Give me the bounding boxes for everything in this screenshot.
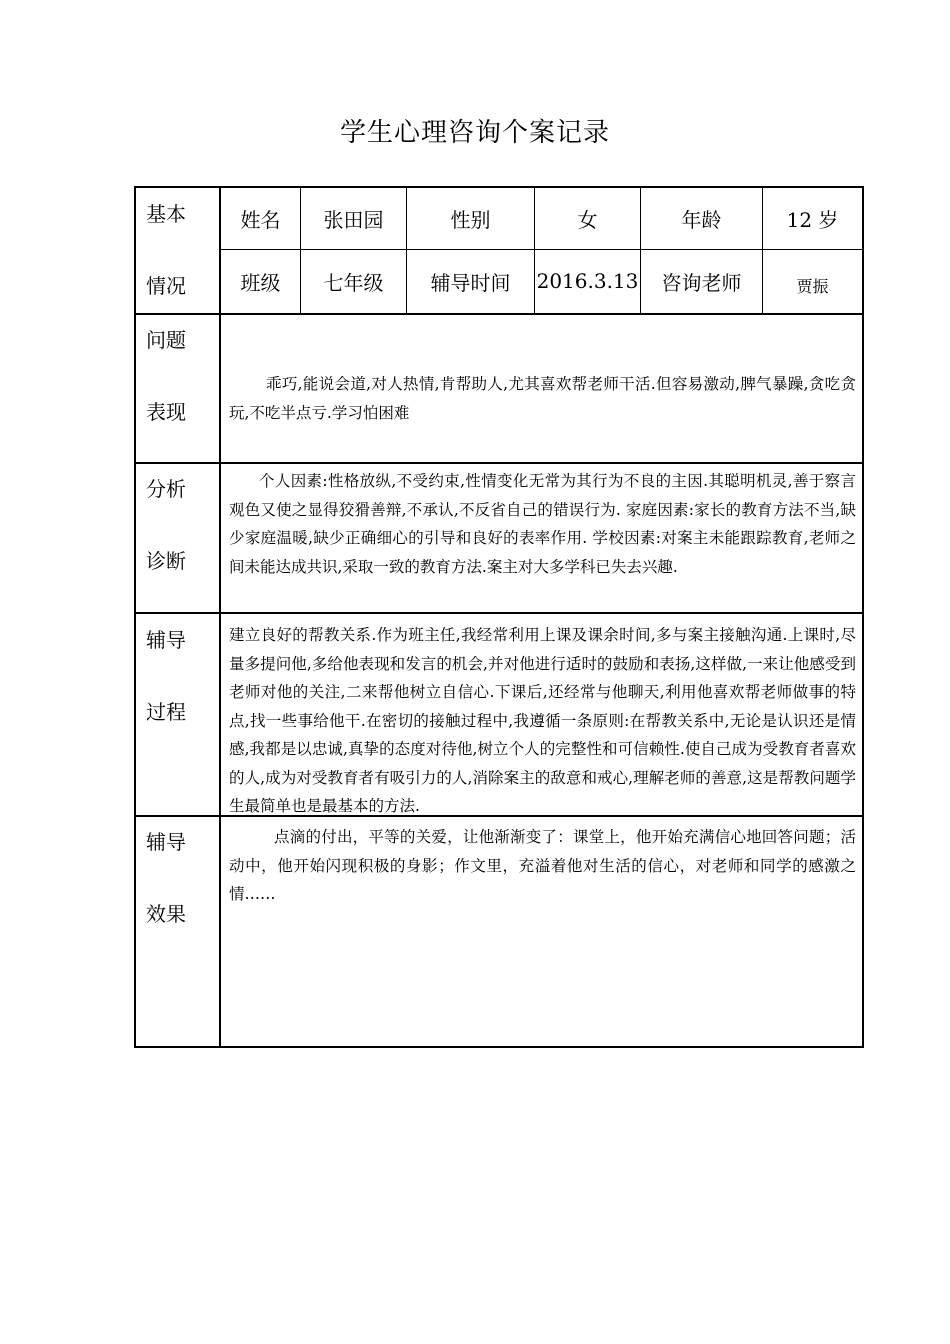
counseling-time-label: 辅导时间 bbox=[430, 270, 511, 295]
effect-text: 点滴的付出，平等的关爱，让他渐渐变了：课堂上，他开始充满信心地回答问题；活动中，他开始闪现积极的身影；作文里，充溢着他对生活的信心，对老师和同学的感激之情…… bbox=[229, 828, 856, 903]
problem-label-line1: 问题 bbox=[146, 328, 186, 352]
age-label: 年龄 bbox=[681, 207, 722, 232]
class-label: 班级 bbox=[240, 270, 281, 295]
gender-label: 性别 bbox=[450, 207, 491, 232]
label-column-divider bbox=[219, 186, 221, 1048]
page-title: 学生心理咨询个案记录 bbox=[339, 118, 610, 148]
analysis-section-bottom bbox=[134, 612, 864, 614]
record-table bbox=[134, 186, 864, 1048]
effect-label-line1: 辅导 bbox=[146, 830, 186, 854]
problem-text: 乖巧,能说会道,对人热情,肯帮助人,尤其喜欢帮老师干活.但容易激动,脾气暴躁,贪吃贪玩,不吃半点亏.学习怕困难 bbox=[229, 375, 856, 422]
analysis-label-line1: 分析 bbox=[146, 477, 186, 501]
counseling-time-value: 2016.3.13 bbox=[536, 269, 639, 293]
gender-value: 女 bbox=[577, 207, 598, 232]
analysis-text: 个人因素:性格放纵,不受约束,性情变化无常为其行为不良的主因.其聪明机灵,善于察言观色又使之显得狡猾善辩,不承认,不反省自己的错误行为. 家庭因素:家长的教育方法不当,缺少家庭温暖,缺少正确细心的引导和良好的表率作用. 学校因素:对案主未能跟踪教育,老师之间未能达成共识,采取一致的教育方法.案主对大多学科已失去兴趣. bbox=[229, 472, 856, 576]
process-text: 建立良好的帮教关系.作为班主任,我经常利用上课及课余时间,多与案主接触沟通.上课时,尽量多提问他,多给他表现和发言的机会,并对他进行适时的鼓励和表扬,这样做,一来让他感受到老师对他的关注,二来帮他树立自信心.下课后,还经常与他聊天,利用他喜欢帮老师做事的特点,找一些事给他干.在密切的接触过程中,我遵循一条原则:在帮教关系中,无论是认识还是情感,我都是以忠诚,真挚的态度对待他,树立个人的完整性和可信赖性.使自己成为受教育者喜欢的人,成为对受教育者有吸引力的人,消除案主的敌意和戒心,理解老师的善意,这是帮教问题学生最简单也是最基本的方法. bbox=[229, 626, 856, 815]
basic-label-line2: 情况 bbox=[146, 274, 186, 298]
basic-label-line1: 基本 bbox=[146, 202, 186, 226]
effect-label-line2: 效果 bbox=[146, 902, 186, 926]
process-label-line1: 辅导 bbox=[146, 628, 186, 652]
basic-section-bottom bbox=[134, 313, 864, 315]
process-label-line2: 过程 bbox=[146, 700, 186, 724]
name-label: 姓名 bbox=[240, 207, 281, 232]
analysis-label-line2: 诊断 bbox=[146, 549, 186, 573]
problem-label-line2: 表现 bbox=[146, 400, 186, 424]
class-value: 七年级 bbox=[323, 270, 384, 295]
problem-section-bottom bbox=[134, 462, 864, 464]
age-value: 12 岁 bbox=[786, 207, 839, 232]
counselor-value: 贾振 bbox=[796, 276, 829, 296]
counselor-label: 咨询老师 bbox=[661, 270, 742, 295]
name-value: 张田园 bbox=[323, 207, 384, 232]
